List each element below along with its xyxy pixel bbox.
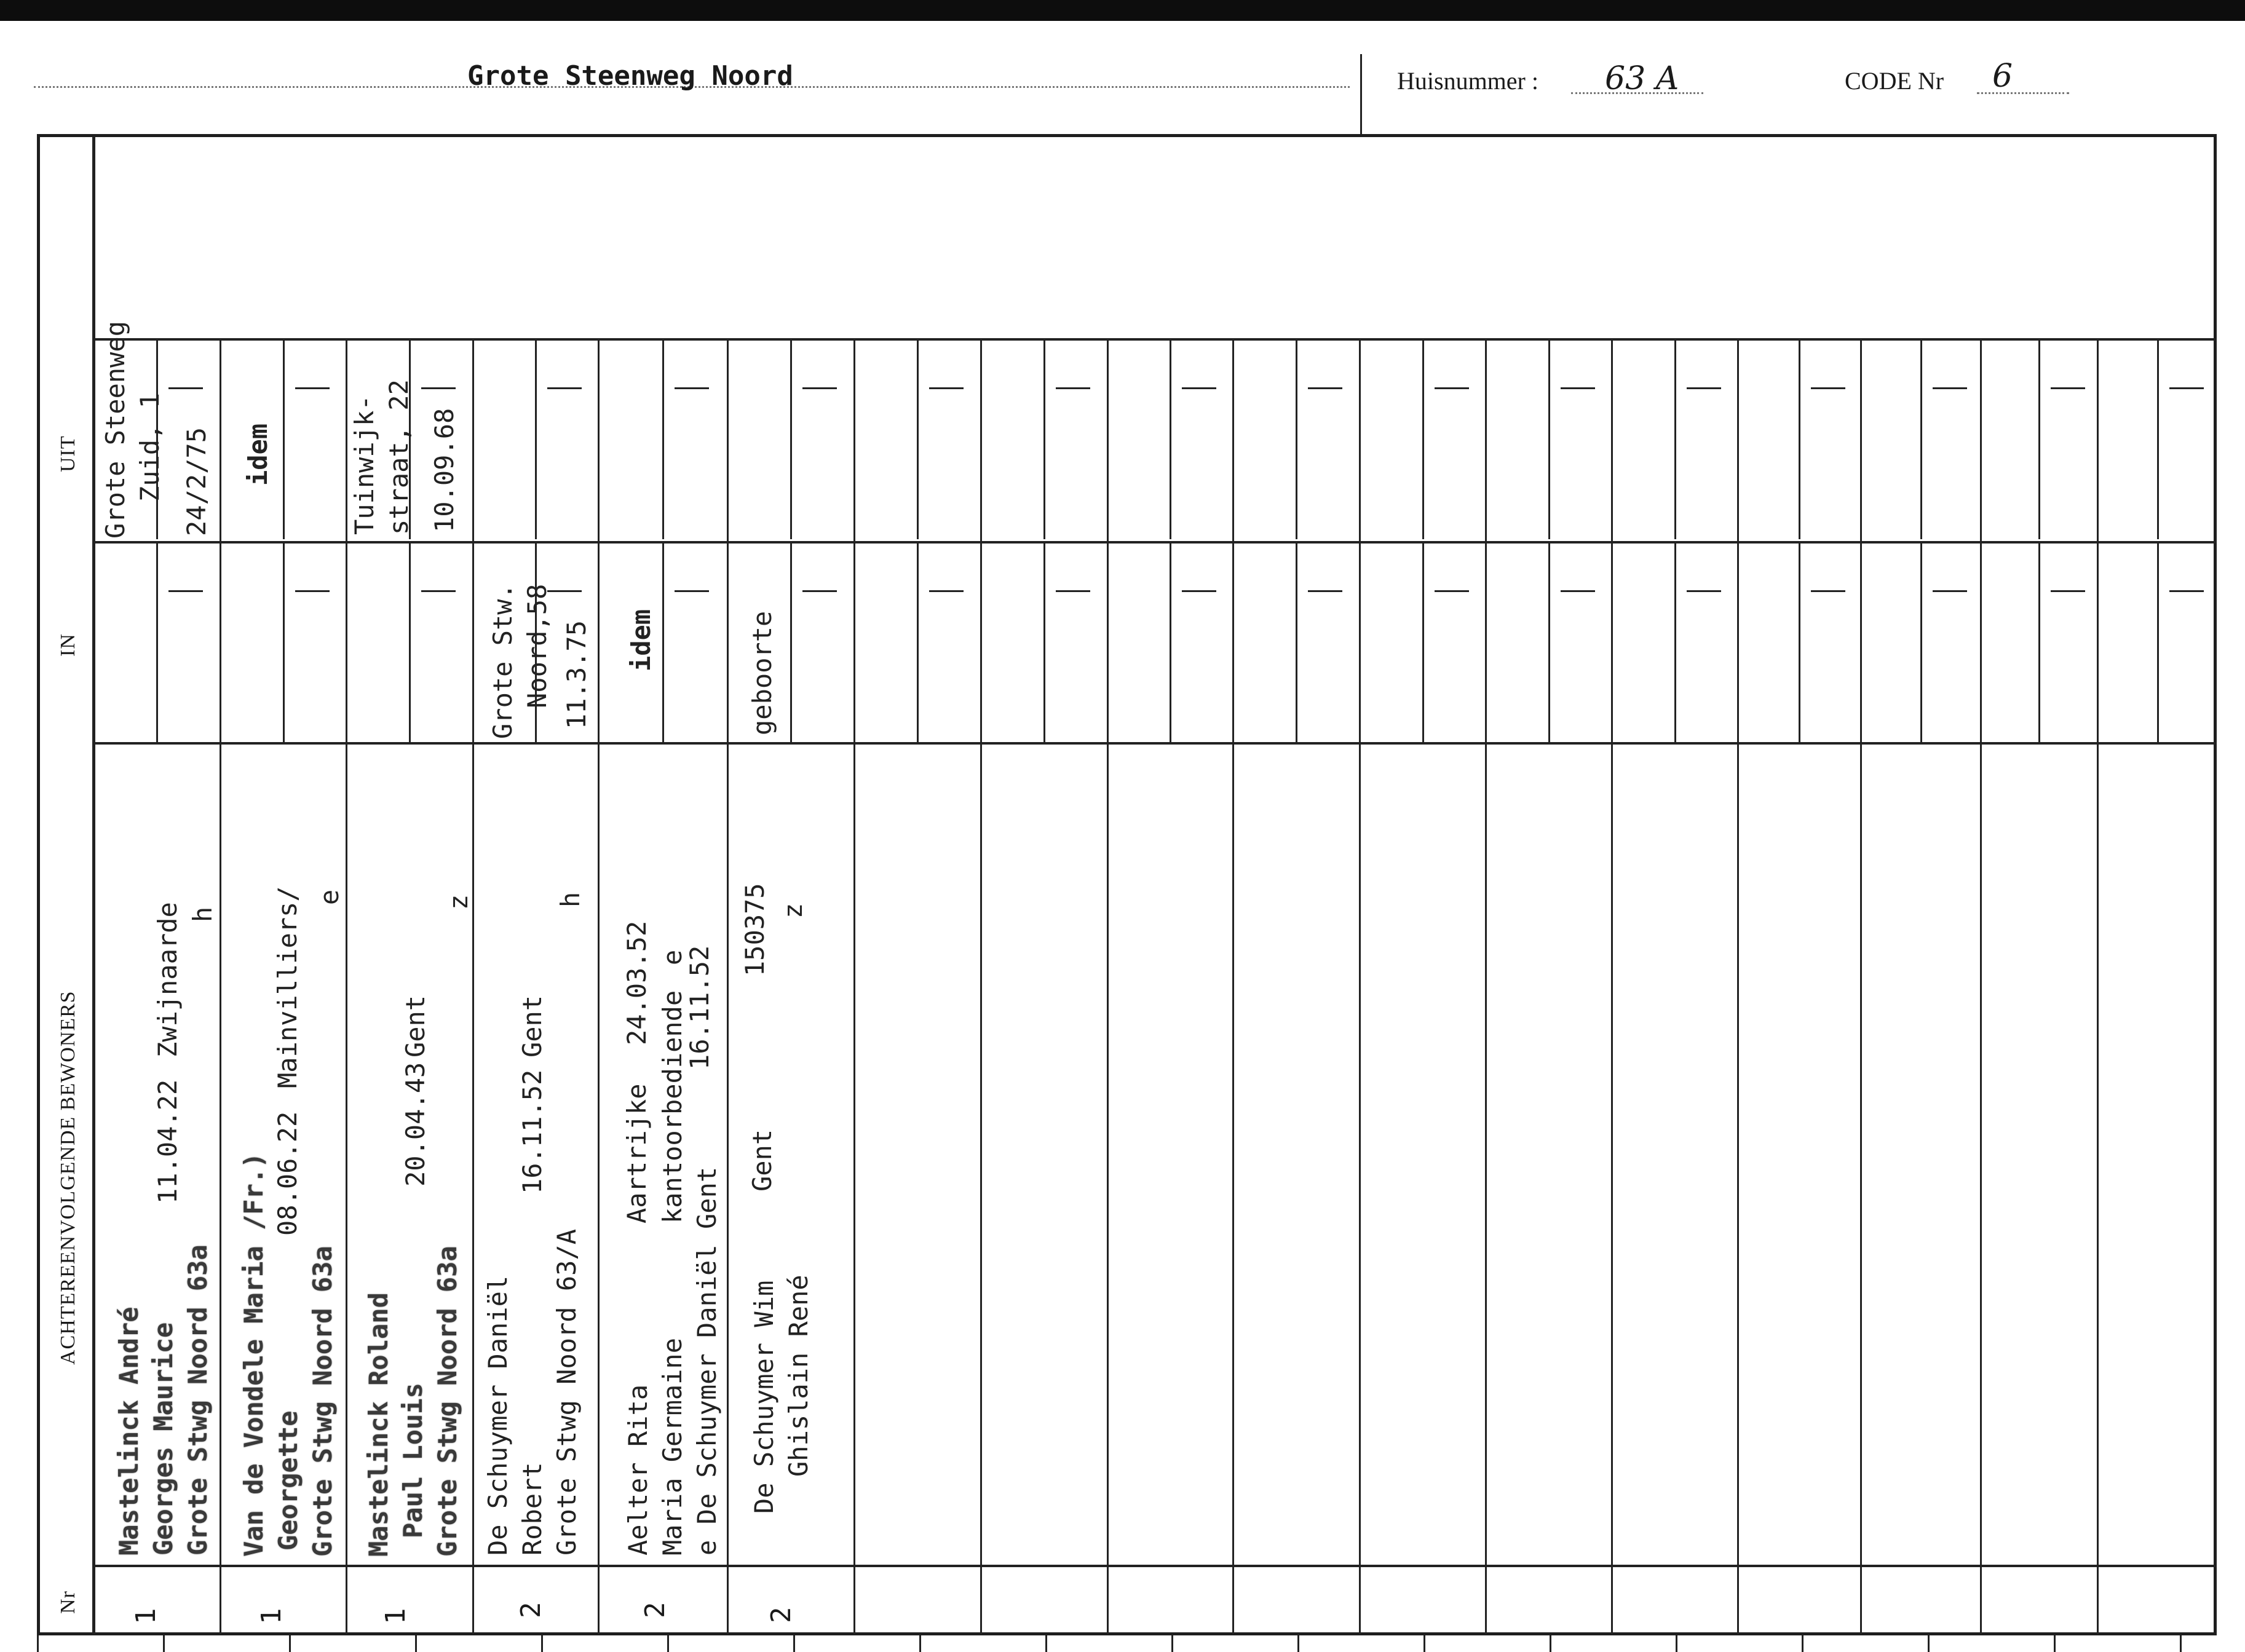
- bottom-tick: [1297, 1635, 1299, 1652]
- uit-entry-1-line-1: Grote Steenweg: [100, 320, 130, 539]
- uit-subdivider: [1674, 338, 1676, 539]
- resident-3-nr: 1: [380, 1608, 411, 1624]
- uit-subdivider: [1296, 338, 1297, 539]
- resident-2-line-1: Van de Vondele Maria /Fr.): [239, 1152, 269, 1557]
- uit-subdivider: [1043, 338, 1045, 539]
- column-divider: [1611, 338, 1613, 1634]
- column-divider: [220, 338, 221, 1634]
- street-name: Grote Steenweg Noord: [467, 60, 793, 92]
- resident-5-occupation: kantoorbediende: [657, 990, 687, 1223]
- resident-4-line-2: Robert: [517, 1462, 547, 1555]
- in-subdivider: [790, 541, 792, 742]
- uit-empty-dash: [1933, 387, 1967, 389]
- uit-empty-dash: [802, 387, 837, 389]
- resident-4-names: [481, 1229, 584, 1555]
- resident-5-names: [621, 1167, 724, 1555]
- resident-3-mark: z: [443, 894, 473, 910]
- uit-label: UIT: [57, 435, 79, 472]
- uit-entry-3-date: 10.09.68: [429, 408, 459, 532]
- bottom-tick: [289, 1635, 291, 1652]
- in-subdivider: [1422, 541, 1424, 742]
- column-divider: [1860, 338, 1862, 1634]
- in-subdivider: [283, 541, 285, 742]
- in-empty-dash: [1182, 590, 1216, 592]
- resident-6-mark: z: [778, 903, 808, 919]
- in-entry-3-place: geboorte: [747, 611, 777, 735]
- resident-1-nr: 1: [130, 1608, 162, 1624]
- code-value: 6: [1992, 58, 2013, 95]
- uit-entry-2-place: idem: [243, 423, 273, 486]
- uit-empty-dash: [2051, 387, 2085, 389]
- uit-subdivider: [1548, 338, 1550, 539]
- resident-6-nr: 2: [766, 1607, 797, 1623]
- in-label: IN: [57, 633, 79, 657]
- uit-empty-dash: [1561, 387, 1595, 389]
- in-subdivider: [156, 541, 158, 742]
- huisnummer-value: 63 A: [1605, 60, 1679, 97]
- in-empty-dash: [2169, 590, 2204, 592]
- uit-top-line: [92, 338, 2217, 341]
- bottom-tick: [667, 1635, 669, 1652]
- in-empty-dash: [1811, 590, 1845, 592]
- nr-label: Nr: [57, 1591, 79, 1614]
- uit-empty-dash: [547, 387, 582, 389]
- bottom-tick: [1802, 1635, 1804, 1652]
- column-divider: [727, 338, 729, 1634]
- in-empty-dash: [1687, 590, 1721, 592]
- in-empty-dash: [1056, 590, 1090, 592]
- resident-6-place: Gent: [747, 1129, 777, 1192]
- in-bewoners-divider: [92, 742, 2217, 745]
- resident-5-line-3: e De Schuymer Daniël Gent: [692, 1166, 722, 1555]
- uit-subdivider: [2157, 338, 2159, 539]
- bottom-tick: [919, 1635, 921, 1652]
- in-subdivider: [409, 541, 411, 742]
- uit-subdivider: [1920, 338, 1922, 539]
- bottom-tick: [37, 1635, 39, 1652]
- uit-empty-dash: [675, 387, 709, 389]
- resident-3-line-2: Paul Louis: [398, 1383, 428, 1538]
- column-divider: [2097, 338, 2099, 1634]
- resident-4-place: Gent: [517, 995, 547, 1057]
- column-divider: [1359, 338, 1361, 1634]
- resident-4-line-1: De Schuymer Daniël: [483, 1275, 513, 1555]
- uit-empty-dash: [295, 387, 330, 389]
- uit-empty-dash: [1435, 387, 1469, 389]
- in-subdivider: [1674, 541, 1676, 742]
- resident-1-mark: h: [188, 906, 218, 922]
- resident-2-date: 08.06.22: [272, 1111, 303, 1236]
- resident-1-place: Zwijnaarde: [152, 902, 183, 1057]
- uit-empty-dash: [1308, 387, 1342, 389]
- column-divider: [1232, 338, 1234, 1634]
- column-divider: [980, 338, 982, 1634]
- uit-subdivider: [790, 338, 792, 539]
- in-entry-1-line-2: Noord,58: [522, 583, 552, 708]
- resident-1-line-2: Georges Maurice: [148, 1322, 178, 1555]
- bottom-tick: [1676, 1635, 1677, 1652]
- in-subdivider: [1043, 541, 1045, 742]
- resident-3-line-3: Grote Stwg Noord 63a: [432, 1246, 462, 1557]
- in-subdivider: [2157, 541, 2159, 742]
- resident-3-line-1: Mastelinck Roland: [363, 1292, 394, 1557]
- uit-entry-3-place: [347, 379, 416, 535]
- column-divider: [1980, 338, 1982, 1634]
- uit-empty-dash: [1811, 387, 1845, 389]
- bottom-tick: [163, 1635, 165, 1652]
- resident-2-line-3: Grote Stwg Noord 63a: [307, 1246, 338, 1557]
- bottom-tick: [1171, 1635, 1173, 1652]
- in-empty-dash: [675, 590, 709, 592]
- bottom-tick: [793, 1635, 795, 1652]
- resident-5-line-1: Aelter Rita: [623, 1384, 653, 1555]
- resident-5-date: 24.03.52: [622, 920, 652, 1045]
- resident-2-mark: e: [314, 889, 344, 905]
- in-subdivider: [1170, 541, 1171, 742]
- resident-5-nr: 2: [639, 1602, 671, 1618]
- header-divider: [1360, 54, 1362, 134]
- bottom-tick: [1423, 1635, 1425, 1652]
- bottom-tick: [415, 1635, 417, 1652]
- in-entry-1-line-1: Grote Stw.: [488, 583, 518, 739]
- in-empty-dash: [168, 590, 203, 592]
- resident-5-place: Aartrijke: [622, 1083, 652, 1223]
- uit-subdivider: [1422, 338, 1424, 539]
- column-divider: [853, 338, 855, 1634]
- resident-6-date: 150375: [740, 883, 770, 976]
- in-entry-1-place: [486, 583, 555, 739]
- in-empty-dash: [802, 590, 837, 592]
- uit-in-divider: [92, 541, 2217, 543]
- resident-5-marriage-date: 16.11.52: [684, 945, 715, 1070]
- in-empty-dash: [421, 590, 456, 592]
- uit-entry-1-place: [98, 321, 167, 539]
- in-subdivider: [2038, 541, 2040, 742]
- scan-top-border: [0, 0, 2245, 21]
- uit-subdivider: [1799, 338, 1800, 539]
- uit-subdivider: [662, 338, 664, 539]
- uit-subdivider: [535, 338, 537, 539]
- uit-empty-dash: [2169, 387, 2204, 389]
- resident-2-nr: 1: [256, 1608, 287, 1624]
- bottom-tick: [541, 1635, 543, 1652]
- resident-6-names: [747, 1275, 816, 1514]
- resident-3-names: [362, 1246, 465, 1557]
- in-empty-dash: [1561, 590, 1595, 592]
- in-entry-1-date: 11.3.75: [561, 620, 592, 729]
- in-subdivider: [1920, 541, 1922, 742]
- in-subdivider: [1548, 541, 1550, 742]
- bottom-tick: [1045, 1635, 1047, 1652]
- column-divider: [1107, 338, 1109, 1634]
- in-empty-dash: [295, 590, 330, 592]
- resident-4-line-3: Grote Stwg Noord 63/A: [552, 1228, 582, 1555]
- resident-2-place: Mainvilliers/: [272, 886, 303, 1088]
- uit-subdivider: [283, 338, 285, 539]
- in-empty-dash: [929, 590, 964, 592]
- column-divider: [1485, 338, 1487, 1634]
- huisnummer-label: Huisnummer :: [1397, 67, 1538, 95]
- in-subdivider: [917, 541, 919, 742]
- resident-6-line-1: De Schuymer Wim: [749, 1280, 779, 1514]
- resident-3-date: 20.04.43: [400, 1062, 430, 1187]
- resident-3-place: Gent: [400, 995, 430, 1057]
- column-divider: [598, 338, 600, 1634]
- bewoners-label: ACHTEREENVOLGENDE BEWONERS: [57, 990, 79, 1365]
- resident-5-mark: e: [657, 949, 687, 965]
- bottom-tick: [1928, 1635, 1930, 1652]
- uit-entry-1-line-2: Zuid, 1: [135, 392, 165, 502]
- uit-subdivider: [1170, 338, 1171, 539]
- resident-1-names: [112, 1244, 215, 1555]
- in-subdivider: [1799, 541, 1800, 742]
- uit-entry-3-line-2: straat, 22: [384, 379, 414, 535]
- uit-entry-3-line-1: Tuinwijk-: [349, 395, 379, 535]
- resident-4-nr: 2: [515, 1602, 547, 1618]
- bottom-tick: [1550, 1635, 1551, 1652]
- bewoners-nr-divider: [92, 1565, 2217, 1567]
- code-dotline: [1977, 92, 2069, 94]
- resident-6-line-2: Ghislain René: [783, 1275, 814, 1477]
- uit-empty-dash: [1182, 387, 1216, 389]
- in-subdivider: [662, 541, 664, 742]
- bottom-tick: [2054, 1635, 2056, 1652]
- resident-2-line-2: Georgette: [273, 1410, 303, 1551]
- uit-entry-1-date: 24/2/75: [181, 427, 212, 536]
- resident-1-date: 11.04.22: [152, 1079, 183, 1204]
- in-empty-dash: [1933, 590, 1967, 592]
- in-empty-dash: [2051, 590, 2085, 592]
- uit-empty-dash: [1687, 387, 1721, 389]
- in-subdivider: [1296, 541, 1297, 742]
- code-label: CODE Nr: [1845, 67, 1944, 95]
- resident-4-mark: h: [555, 891, 585, 907]
- label-column-divider: [92, 136, 95, 1634]
- in-entry-2-place: idem: [626, 609, 656, 671]
- in-empty-dash: [1435, 590, 1469, 592]
- column-divider: [472, 338, 474, 1634]
- resident-5-line-2: Maria Germaine: [657, 1337, 687, 1555]
- uit-empty-dash: [421, 387, 456, 389]
- uit-empty-dash: [1056, 387, 1090, 389]
- uit-subdivider: [2038, 338, 2040, 539]
- resident-4-date: 16.11.52: [517, 1069, 547, 1194]
- resident-1-line-3: Grote Stwg Noord 63a: [183, 1244, 213, 1555]
- uit-empty-dash: [168, 387, 203, 389]
- bottom-tick: [2180, 1635, 2182, 1652]
- column-divider: [1737, 338, 1739, 1634]
- resident-1-line-1: Mastelinck André: [114, 1306, 144, 1555]
- in-empty-dash: [1308, 590, 1342, 592]
- uit-empty-dash: [929, 387, 964, 389]
- uit-subdivider: [917, 338, 919, 539]
